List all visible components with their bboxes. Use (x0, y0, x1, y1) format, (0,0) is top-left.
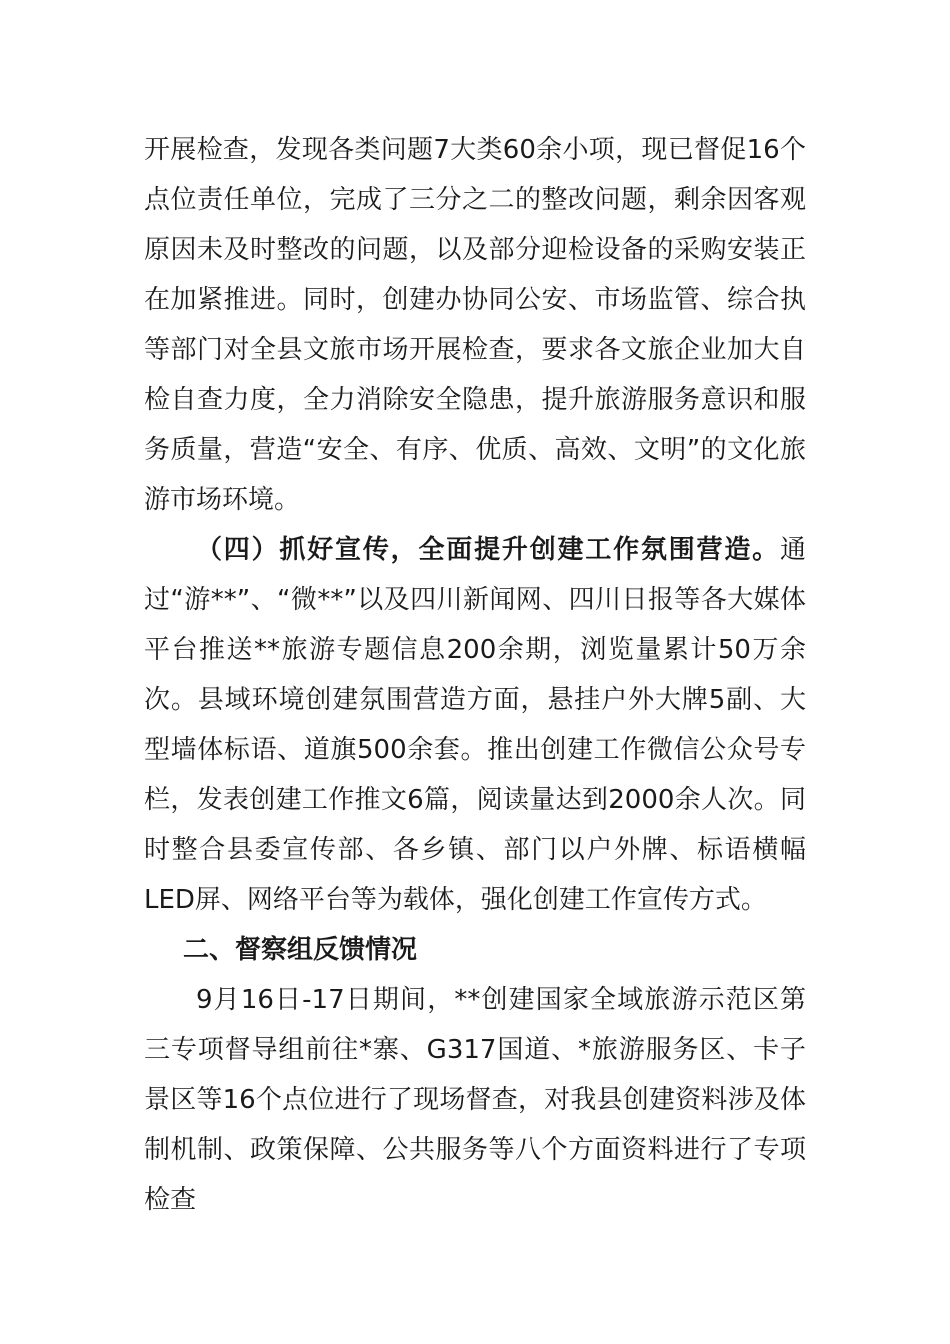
paragraph-publicity (144, 525, 806, 925)
paragraph-publicity-lead: （四）抓好宣传，全面提升创建工作氛围营造。 (196, 535, 780, 565)
paragraph-publicity-body: 通过“游**”、“微**”以及四川新闻网、四川日报等各大媒体平台推送**旅游专题信息200余期，浏览量累计50万余次。县域环境创建氛围营造方面，悬挂户外大牌5副、大型墙体标语、道旗500余套。推出创建工作微信公众号专栏，发表创建工作推文6篇，阅读量达到2000余人次。同时整合县委宣传部、各乡镇、部门以户外牌、标语横幅LED屏、网络平台等为载体，强化创建工作宣传方式。 (144, 535, 806, 915)
paragraph-inspection: 开展检查，发现各类问题7大类60余小项，现已督促16个点位责任单位，完成了三分之二的整改问题，剩余因客观原因未及时整改的问题，以及部分迎检设备的采购安装正在加紧推进。同时，创建办协同公安、市场监管、综合执等部门对全县文旅市场开展检查，要求各文旅企业加大自检自查力度，全力消除安全隐患，提升旅游服务意识和服务质量，营造“安全、有序、优质、高效、文明”的文化旅游市场环境。 (144, 135, 806, 515)
paragraph-feedback: 9月16日-17日期间，**创建国家全域旅游示范区第三专项督导组前往*寨、G317国道、*旅游服务区、卡子景区等16个点位进行了现场督查，对我县创建资料涉及体制机制、政策保障、公共服务等八个方面资料进行了专项检查 (144, 985, 806, 1215)
section-heading: 二、督察组反馈情况 (183, 935, 418, 965)
document-body (144, 125, 806, 1225)
